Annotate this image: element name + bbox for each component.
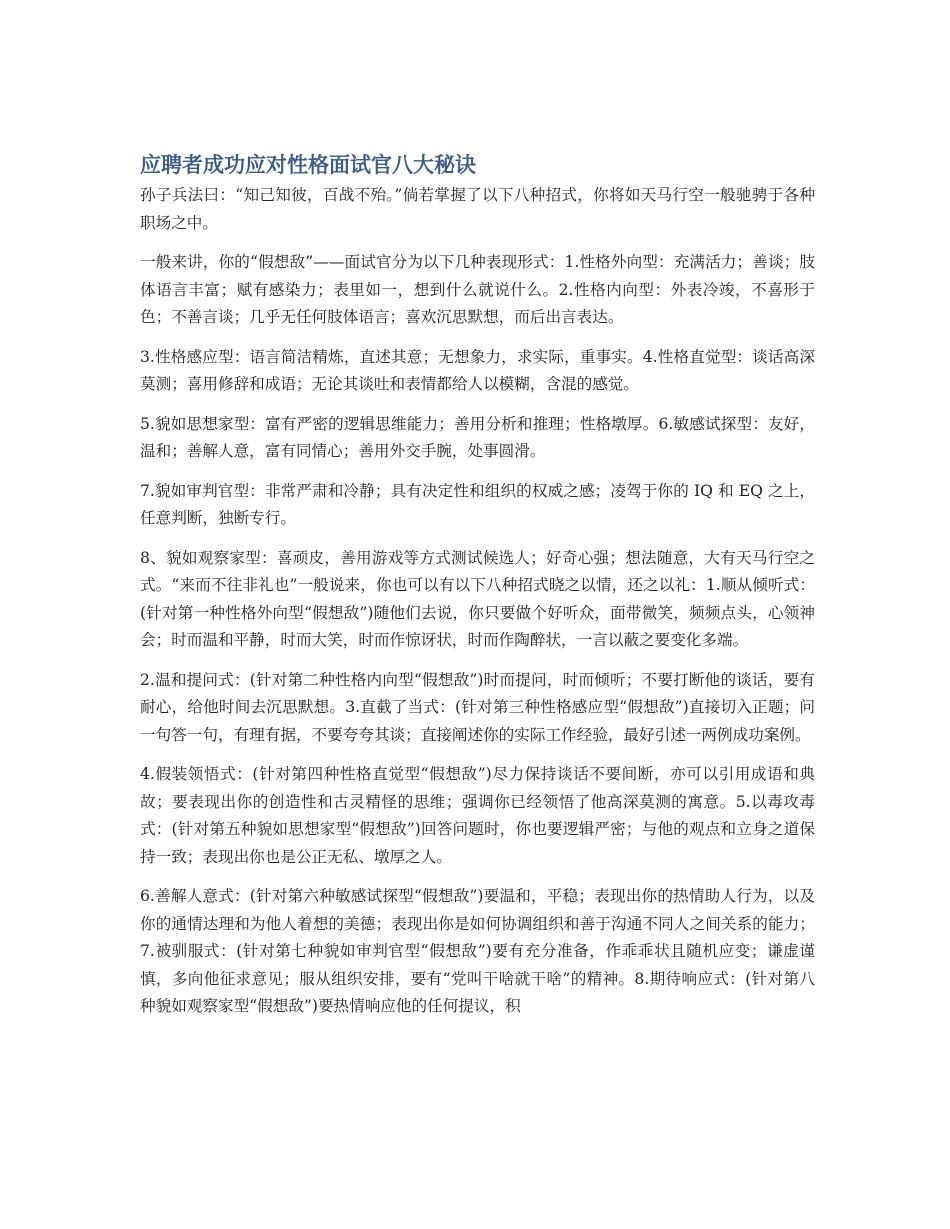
document-page (140, 150, 815, 1033)
paragraph-interviewer-types-5-6: 5.貌如思想家型：富有严密的逻辑思维能力；善用分析和推理；性格墩厚。6.敏感试探型：友好，温和；善解人意，富有同情心；善用外交手腕，处事圆滑。 (140, 414, 815, 460)
paragraph-tactics-6-8: 6.善解人意式：(针对第六种敏感试探型“假想敌”)要温和，平稳；表现出你的热情助人行为，以及你的通情达理和为他人着想的美德；表现出你是如何协调组织和善于沟通不同人之间关系的能力；7.被驯服式：(针对第七种貌如审判官型“假想敌”)要有充分准备，作乖乖状且随机应变；谦虚谨慎，多向他征求意见；服从组织安排，要有“党叫干啥就干啥”的精神。8.期待响应式：(针对第八种貌如观察家型“假想敌”)要热情响应他的任何提议，积 (140, 887, 815, 1015)
paragraph-interviewer-types-1-2: 一般来讲，你的“假想敌”——面试官分为以下几种表现形式：1.性格外向型：充满活力；善谈；肢体语言丰富；赋有感染力；表里如一，想到什么就说什么。2.性格内向型：外表冷竣，不喜形于色；不善言谈；几乎无任何肢体语言；喜欢沉思默想，而后出言表达。 (140, 253, 815, 326)
paragraph-interviewer-type-7: 7.貌如审判官型：非常严肃和冷静；具有决定性和组织的权威之感；凌驾于你的 IQ 和 EQ 之上，任意判断，独断专行。 (140, 481, 815, 527)
paragraph-intro: 孙子兵法曰：“知己知彼，百战不殆。”倘若掌握了以下八种招式，你将如天马行空一般驰骋于各种职场之中。 (140, 186, 815, 232)
paragraph-tactics-4-5: 4.假装领悟式：(针对第四种性格直觉型“假想敌”)尽力保持谈话不要间断，亦可以引用成语和典故；要表现出你的创造性和古灵精怪的思维；强调你已经领悟了他高深莫测的寓意。5.以毒攻毒式：(针对第五种貌如思想家型“假想敌”)回答问题时，你也要逻辑严密；与他的观点和立身之道保持一致；表现出你也是公正无私、墩厚之人。 (140, 765, 815, 866)
paragraph-interviewer-type-8-and-tactic-1: 8、貌如观察家型：喜顽皮，善用游戏等方式测试候选人；好奇心强；想法随意，大有天马行空之式。“来而不往非礼也”一般说来，你也可以有以下八种招式晓之以情，还之以礼：1.顺从倾听式：(针对第一种性格外向型“假想敌”)随他们去说，你只要做个好听众，面带微笑，频频点头，心领神会；时而温和平静，时而大笑，时而作惊讶状，时而作陶醉状，一言以蔽之要变化多端。 (140, 548, 815, 649)
paragraph-tactics-2-3: 2.温和提问式：(针对第二种性格内向型“假想敌”)时而提问，时而倾听；不要打断他的谈话，要有耐心，给他时间去沉思默想。3.直截了当式：(针对第三种性格感应型“假想敌”)直接切入正题；问一句答一句，有理有据，不要夸夸其谈；直接阐述你的实际工作经验，最好引述一两例成功案例。 (140, 670, 815, 744)
document-title: 应聘者成功应对性格面试官八大秘诀 (140, 153, 476, 177)
paragraph-interviewer-types-3-4: 3.性格感应型：语言简洁精炼，直述其意；无想象力，求实际，重事实。4.性格直觉型：谈话高深莫测；喜用修辞和成语；无论其谈吐和表情都给人以模糊，含混的感觉。 (140, 347, 815, 393)
